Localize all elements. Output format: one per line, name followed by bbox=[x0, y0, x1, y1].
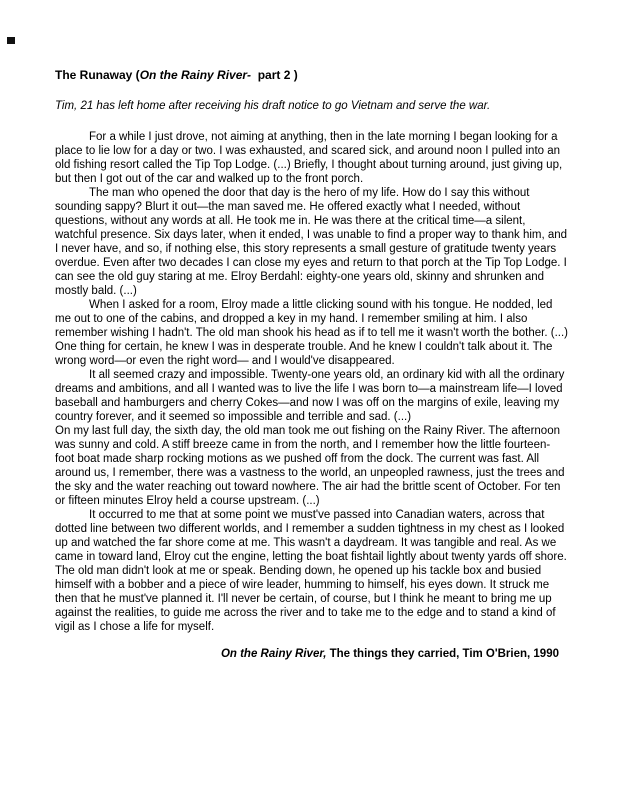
body-paragraph-3: When I asked for a room, Elroy made a little clicking sound with his tongue. He nodded, led me out to one of the cabins, and dropped a key in my hand. I remember smiling at him. I also remember wishing I hadn't. The old man shook his head as if to tell me it wasn't worth the bother. (...) One thing for certain, he knew I was in desperate trouble. And he knew I couldn't talk about it. The wrong word—or even the right word— and I would've disappeared. bbox=[55, 299, 568, 367]
citation-work-title: On the Rainy River, bbox=[220, 648, 327, 660]
body-paragraph-5: On my last full day, the sixth day, the old man took me out fishing on the Rainy River. The afternoon was sunny and cold. A stiff breeze came in from the north, and I remember how the little fourteen-foot boat made sharp rocking motions as we pushed off from the dock. The current was fast. All around us, I remember, there was a vastness to the world, an unpeopled rawness, just the trees and the sky and the water reaching out toward nowhere. The air had the brittle scent of October. For ten or fifteen minutes Elroy held a course upstream. (...) bbox=[55, 425, 565, 507]
document-content bbox=[55, 68, 569, 661]
body-paragraph-2: The man who opened the door that day is the hero of my life. How do I say this without sounding sappy? Blurt it out—the man saved me. He offered exactly what I needed, without questions, without any words at all. He took me in. He was there at the critical time—a silent, watchful presence. Six days later, when it ended, I was unable to find a proper way to thank him, and I never have, and so, if nothing else, this story represents a small gesture of gratitude twenty years overdue. Even after two decades I can close my eyes and return to that porch at the Tip Top Lodge. I can see the old guy staring at me. Elroy Berdahl: eighty-one years old, skinny and shrunken and mostly bald. (...) bbox=[55, 187, 568, 297]
body-text bbox=[55, 130, 569, 634]
body-paragraph-4: It all seemed crazy and impossible. Twenty-one years old, an ordinary kid with all the ordinary dreams and ambitions, and all I wanted was to live the life I was born to—a mainstream life—I loved baseball and hamburgers and cherry Cokes—and now I was off on the margins of exile, leaving my country forever, and it seemed so impossible and terrible and sad. (...) bbox=[55, 369, 565, 423]
body-paragraph-6: It occurred to me that at some point we must've passed into Canadian waters, across that dotted line between two different worlds, and I remember a sudden tightness in my chest as I looked up and watched the far shore come at me. This wasn't a daydream. It was tangible and real. As we came in toward land, Elroy cut the engine, letting the boat fishtail lightly about twenty yards off shore. The old man didn't look at me or speak. Bending down, he opened up his tackle box and busied himself with a bobber and a piece of wire leader, humming to himself, his eyes down. It struck me then that he must've planned it. I'll never be certain, of course, but I think he meant to bring me up against the realities, to guide me across the river and to take me to the edge and to stand a kind of vigil as I chose a life for myself. bbox=[55, 509, 567, 633]
document-title bbox=[55, 68, 569, 82]
scan-artifact-mark bbox=[7, 37, 15, 44]
document-subtitle: Tim, 21 has left home after receiving his draft notice to go Vietnam and serve the war. bbox=[55, 100, 491, 112]
title-italic-part: On the Rainy River- bbox=[139, 68, 252, 82]
title-suffix: part 2 ) bbox=[251, 68, 298, 82]
citation-book-author-year: The things they carried, Tim O'Brien, 1990 bbox=[326, 648, 559, 660]
title-prefix: The Runaway ( bbox=[55, 68, 140, 82]
source-citation bbox=[55, 647, 569, 661]
body-paragraph-1: For a while I just drove, not aiming at anything, then in the late morning I began looking for a place to lie low for a day or two. I was exhausted, and scared sick, and around noon I pulled into an old fishing resort called the Tip Top Lodge. (...) Briefly, I thought about turning around, just giving up, but then I got out of the car and walked up to the front porch. bbox=[55, 131, 563, 185]
